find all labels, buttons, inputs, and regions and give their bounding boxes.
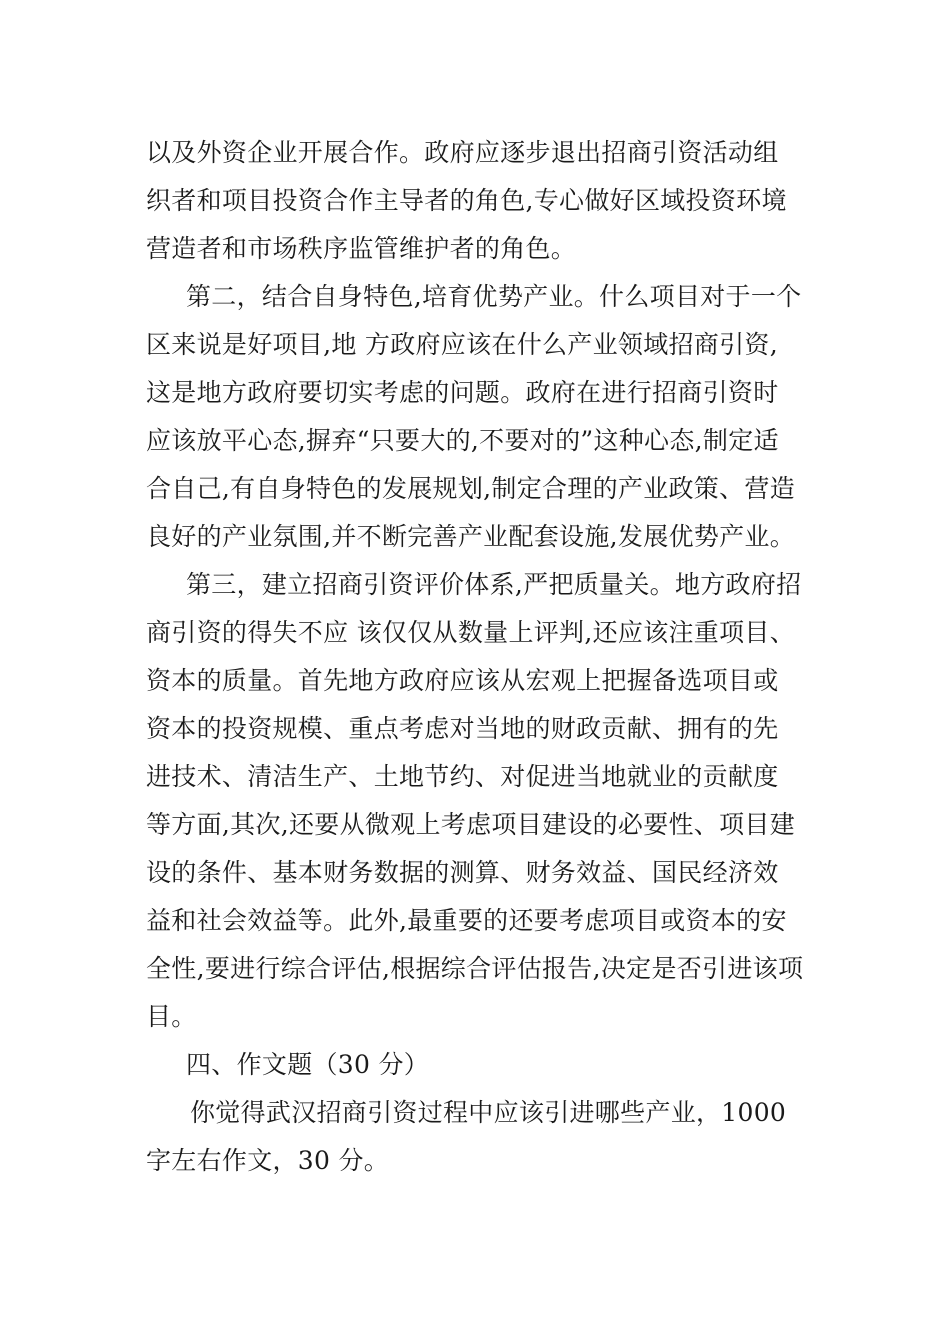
text-line: 应该放平心态,摒弃“只要大的,不要对的”这种心态,制定适 [146,426,779,455]
section-heading-essay [146,1041,810,1089]
text-line: 第二，结合自身特色,培育优势产业。什么项目对于一个 [186,282,802,311]
text-line: 织者和项目投资合作主导者的角色,专心做好区域投资环境 [146,186,787,215]
section-title: 四、作文题（30 分） [186,1050,430,1079]
text-line: 你觉得武汉招商引资过程中应该引进哪些产业，1000 [190,1098,787,1127]
text-line: 等方面,其次,还要从微观上考虑项目建设的必要性、项目建 [146,810,795,839]
text-line: 营造者和市场秩序监管维护者的角色。 [146,234,577,263]
text-line: 设的条件、基本财务数据的测算、财务效益、国民经济效 [146,858,779,887]
document-body [146,129,810,1185]
text-line: 这是地方政府要切实考虑的问题。政府在进行招商引资时 [146,378,779,407]
text-line: 以及外资企业开展合作。政府应逐步退出招商引资活动组 [146,138,779,167]
text-line: 益和社会效益等。此外,最重要的还要考虑项目或资本的安 [146,906,787,935]
text-line: 资本的质量。首先地方政府应该从宏观上把握备选项目或 [146,666,779,695]
paragraph-government-role [146,129,810,273]
text-line: 字左右作文，30 分。 [146,1146,390,1175]
text-line: 合自己,有自身特色的发展规划,制定合理的产业政策、营造 [146,474,795,503]
paragraph-second-point [146,273,810,561]
text-line: 资本的投资规模、重点考虑对当地的财政贡献、拥有的先 [146,714,779,743]
paragraph-third-point [146,561,810,1041]
paragraph-essay-prompt [146,1089,810,1185]
text-line: 进技术、清洁生产、土地节约、对促进当地就业的贡献度 [146,762,779,791]
text-line: 全性,要进行综合评估,根据综合评估报告,决定是否引进该项 [146,954,804,983]
text-line: 第三，建立招商引资评价体系,严把质量关。地方政府招 [186,570,802,599]
text-line: 良好的产业氛围,并不断完善产业配套设施,发展优势产业。 [146,522,795,551]
text-line: 商引资的得失不应 该仅仅从数量上评判,还应该注重项目、 [146,618,795,647]
text-line: 区来说是好项目,地 方政府应该在什么产业领域招商引资, [146,330,778,359]
text-line: 目。 [146,1002,197,1031]
